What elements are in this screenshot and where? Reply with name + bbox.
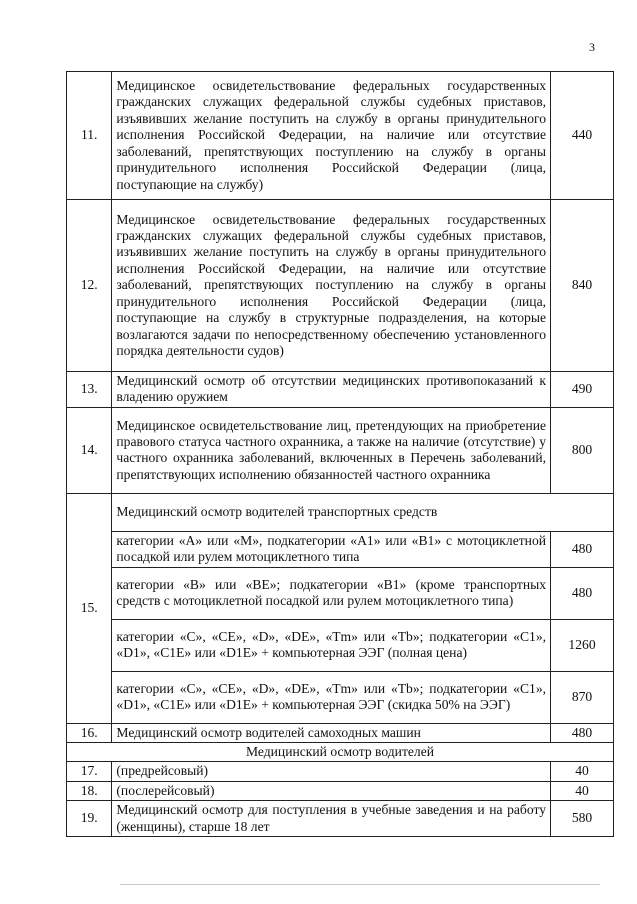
service-price: 1260 xyxy=(551,619,614,671)
row-number: 19. xyxy=(67,801,112,837)
service-price: 480 xyxy=(551,567,614,619)
price-table xyxy=(66,71,614,837)
table-row xyxy=(67,372,614,408)
row-number: 11. xyxy=(67,72,112,200)
table-row xyxy=(67,567,614,619)
row-number: 15. xyxy=(67,493,112,723)
table-row xyxy=(67,493,614,531)
row-number: 14. xyxy=(67,407,112,493)
section-header: Медицинский осмотр водителей xyxy=(67,743,614,762)
service-description: Медицинский осмотр об отсутствии медицинских противопоказаний к владению оружием xyxy=(112,372,551,408)
service-description: Медицинский осмотр водителей самоходных машин xyxy=(112,723,551,742)
service-description: Медицинское освидетельствование федеральных государственных гражданских служащих федеральной службы судебных приставов, изъявивших желание поступить на службу в органы принудительного исполнения Российской Федерации, на наличие или отсутствие заболеваний, препятствующих поступлению на службу в органы принудительного исполнения Российской Федерации (лица, поступающие на службу) xyxy=(112,72,551,200)
table-row xyxy=(67,531,614,567)
service-price: 870 xyxy=(551,671,614,723)
service-price: 440 xyxy=(551,72,614,200)
service-description: (предрейсовый) xyxy=(112,762,551,781)
service-price: 40 xyxy=(551,781,614,800)
service-description: категории «С», «СЕ», «D», «DE», «Tm» или «Tb»; подкатегории «С1», «D1», «С1E» или «D1E» + компьютерная ЭЭГ (полная цена) xyxy=(112,619,551,671)
table-row xyxy=(67,407,614,493)
row-number: 17. xyxy=(67,762,112,781)
table-row xyxy=(67,200,614,372)
table-row xyxy=(67,743,614,762)
table-row xyxy=(67,723,614,742)
table-row xyxy=(67,671,614,723)
service-description: категории «В» или «ВЕ»; подкатегории «В1» (кроме транспортных средств с мотоциклетной посадкой или рулем мотоциклетного типа) xyxy=(112,567,551,619)
service-price: 800 xyxy=(551,407,614,493)
service-price: 480 xyxy=(551,723,614,742)
table-row xyxy=(67,801,614,837)
row-number: 18. xyxy=(67,781,112,800)
table-row xyxy=(67,72,614,200)
service-description: категории «А» или «М», подкатегории «А1» или «В1» с мотоциклетной посадкой или рулем мотоциклетного типа xyxy=(112,531,551,567)
table-row xyxy=(67,619,614,671)
page-number: 3 xyxy=(589,40,595,54)
service-price: 480 xyxy=(551,531,614,567)
service-price: 490 xyxy=(551,372,614,408)
row-number: 13. xyxy=(67,372,112,408)
service-price: 580 xyxy=(551,801,614,837)
service-description: категории «С», «СЕ», «D», «DE», «Tm» или «Tb»; подкатегории «С1», «D1», «С1E» или «D1E» + компьютерная ЭЭГ (скидка 50% на ЭЭГ) xyxy=(112,671,551,723)
scan-edge-line xyxy=(120,884,600,885)
service-description: Медицинское освидетельствование федеральных государственных гражданских служащих федеральной службы судебных приставов, изъявивших желание поступить на службу в органы принудительного исполнения Российской Федерации, на наличие или отсутствие заболеваний, препятствующих поступлению на службу в органы принудительного исполнения Российской Федерации (лица, поступающие на службу в структурные подразделения, на которые возлагаются задачи по непосредственному обеспечению установленного порядка деятельности судов) xyxy=(112,200,551,372)
table-row xyxy=(67,762,614,781)
service-price: 840 xyxy=(551,200,614,372)
row-number: 12. xyxy=(67,200,112,372)
service-description: Медицинский осмотр для поступления в учебные заведения и на работу (женщины), старше 18 лет xyxy=(112,801,551,837)
service-description: Медицинское освидетельствование лиц, претендующих на приобретение правового статуса частного охранника, а также на наличие (отсутствие) у частного охранника заболеваний, включенных в Перечень заболеваний, препятствующих исполнению обязанностей частного охранника xyxy=(112,407,551,493)
service-price: 40 xyxy=(551,762,614,781)
service-description: (послерейсовый) xyxy=(112,781,551,800)
table-row xyxy=(67,781,614,800)
row-number: 16. xyxy=(67,723,112,742)
service-group-header: Медицинский осмотр водителей транспортных средств xyxy=(112,493,614,531)
